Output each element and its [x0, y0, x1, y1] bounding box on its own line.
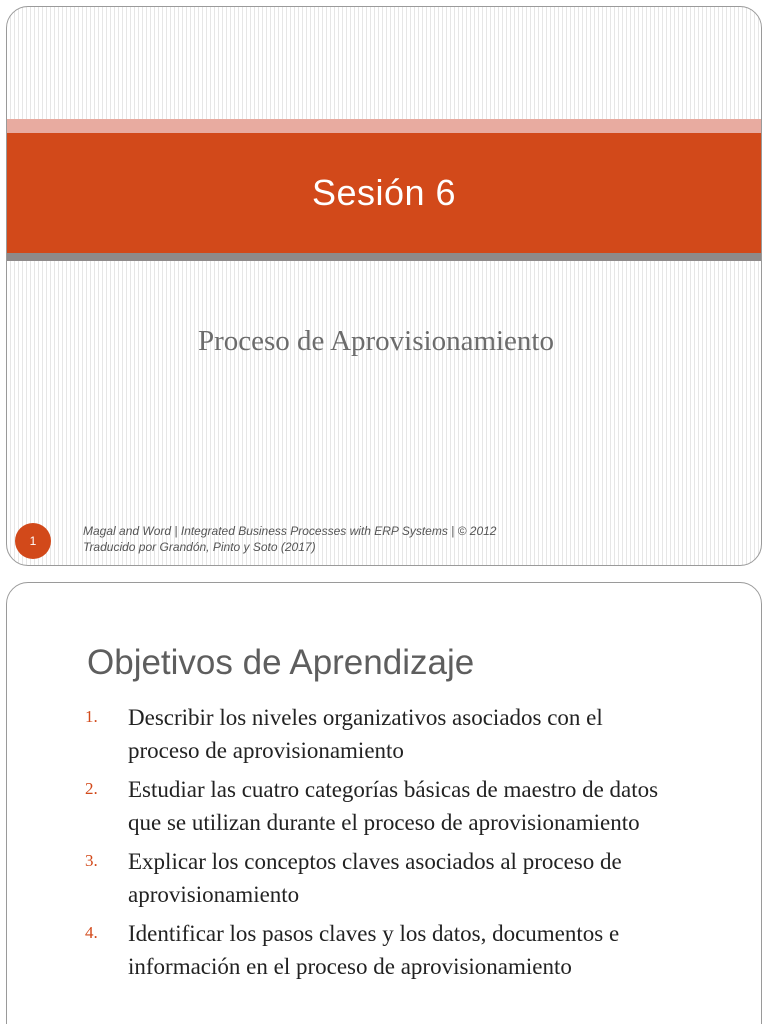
list-item-text — [128, 845, 622, 911]
list-item-number: 4. — [85, 923, 98, 942]
slide-footer — [83, 523, 496, 555]
objectives-heading: Objetivos de Aprendizaje — [87, 643, 475, 682]
list-item-line: aprovisionamiento — [128, 882, 300, 907]
accent-band-bottom — [7, 253, 761, 261]
list-item-line: que se utilizan durante el proceso de aprovisionamiento — [128, 810, 640, 835]
list-item-line: Identificar los pasos claves y los datos, documentos e — [128, 921, 620, 946]
footer-line-citation: Magal and Word | Integrated Business Processes with ERP Systems | © 2012 — [83, 524, 497, 538]
list-item-text — [128, 917, 619, 983]
list-item — [85, 917, 725, 983]
list-item-text — [128, 773, 658, 839]
slide-title — [6, 6, 762, 566]
list-item-number: 3. — [85, 851, 98, 870]
list-item-number: 2. — [85, 779, 98, 798]
list-item — [85, 701, 725, 767]
list-item-line: proceso de aprovisionamiento — [128, 738, 404, 763]
footer-line-translation: Traducido por Grandón, Pinto y Soto (2017) — [83, 540, 316, 554]
list-item-line: información en el proceso de aprovisionamiento — [128, 954, 572, 979]
slide-subtitle: Proceso de Aprovisionamiento — [197, 325, 554, 357]
list-item-line: Describir los niveles organizativos asociados con el — [128, 705, 603, 730]
title-band — [7, 133, 761, 253]
accent-band-top — [7, 119, 761, 133]
list-item-number: 1. — [85, 707, 98, 726]
slide-title-text: Sesión 6 — [311, 172, 457, 213]
list-item-text — [128, 701, 603, 767]
list-item — [85, 773, 725, 839]
page-number-badge: 1 — [15, 523, 51, 559]
slide-objectives — [6, 582, 762, 1024]
list-item-line: Explicar los conceptos claves asociados al proceso de — [128, 849, 622, 874]
list-item-line: Estudiar las cuatro categorías básicas de maestro de datos — [128, 777, 659, 802]
list-item — [85, 845, 725, 911]
objectives-list — [85, 701, 725, 989]
